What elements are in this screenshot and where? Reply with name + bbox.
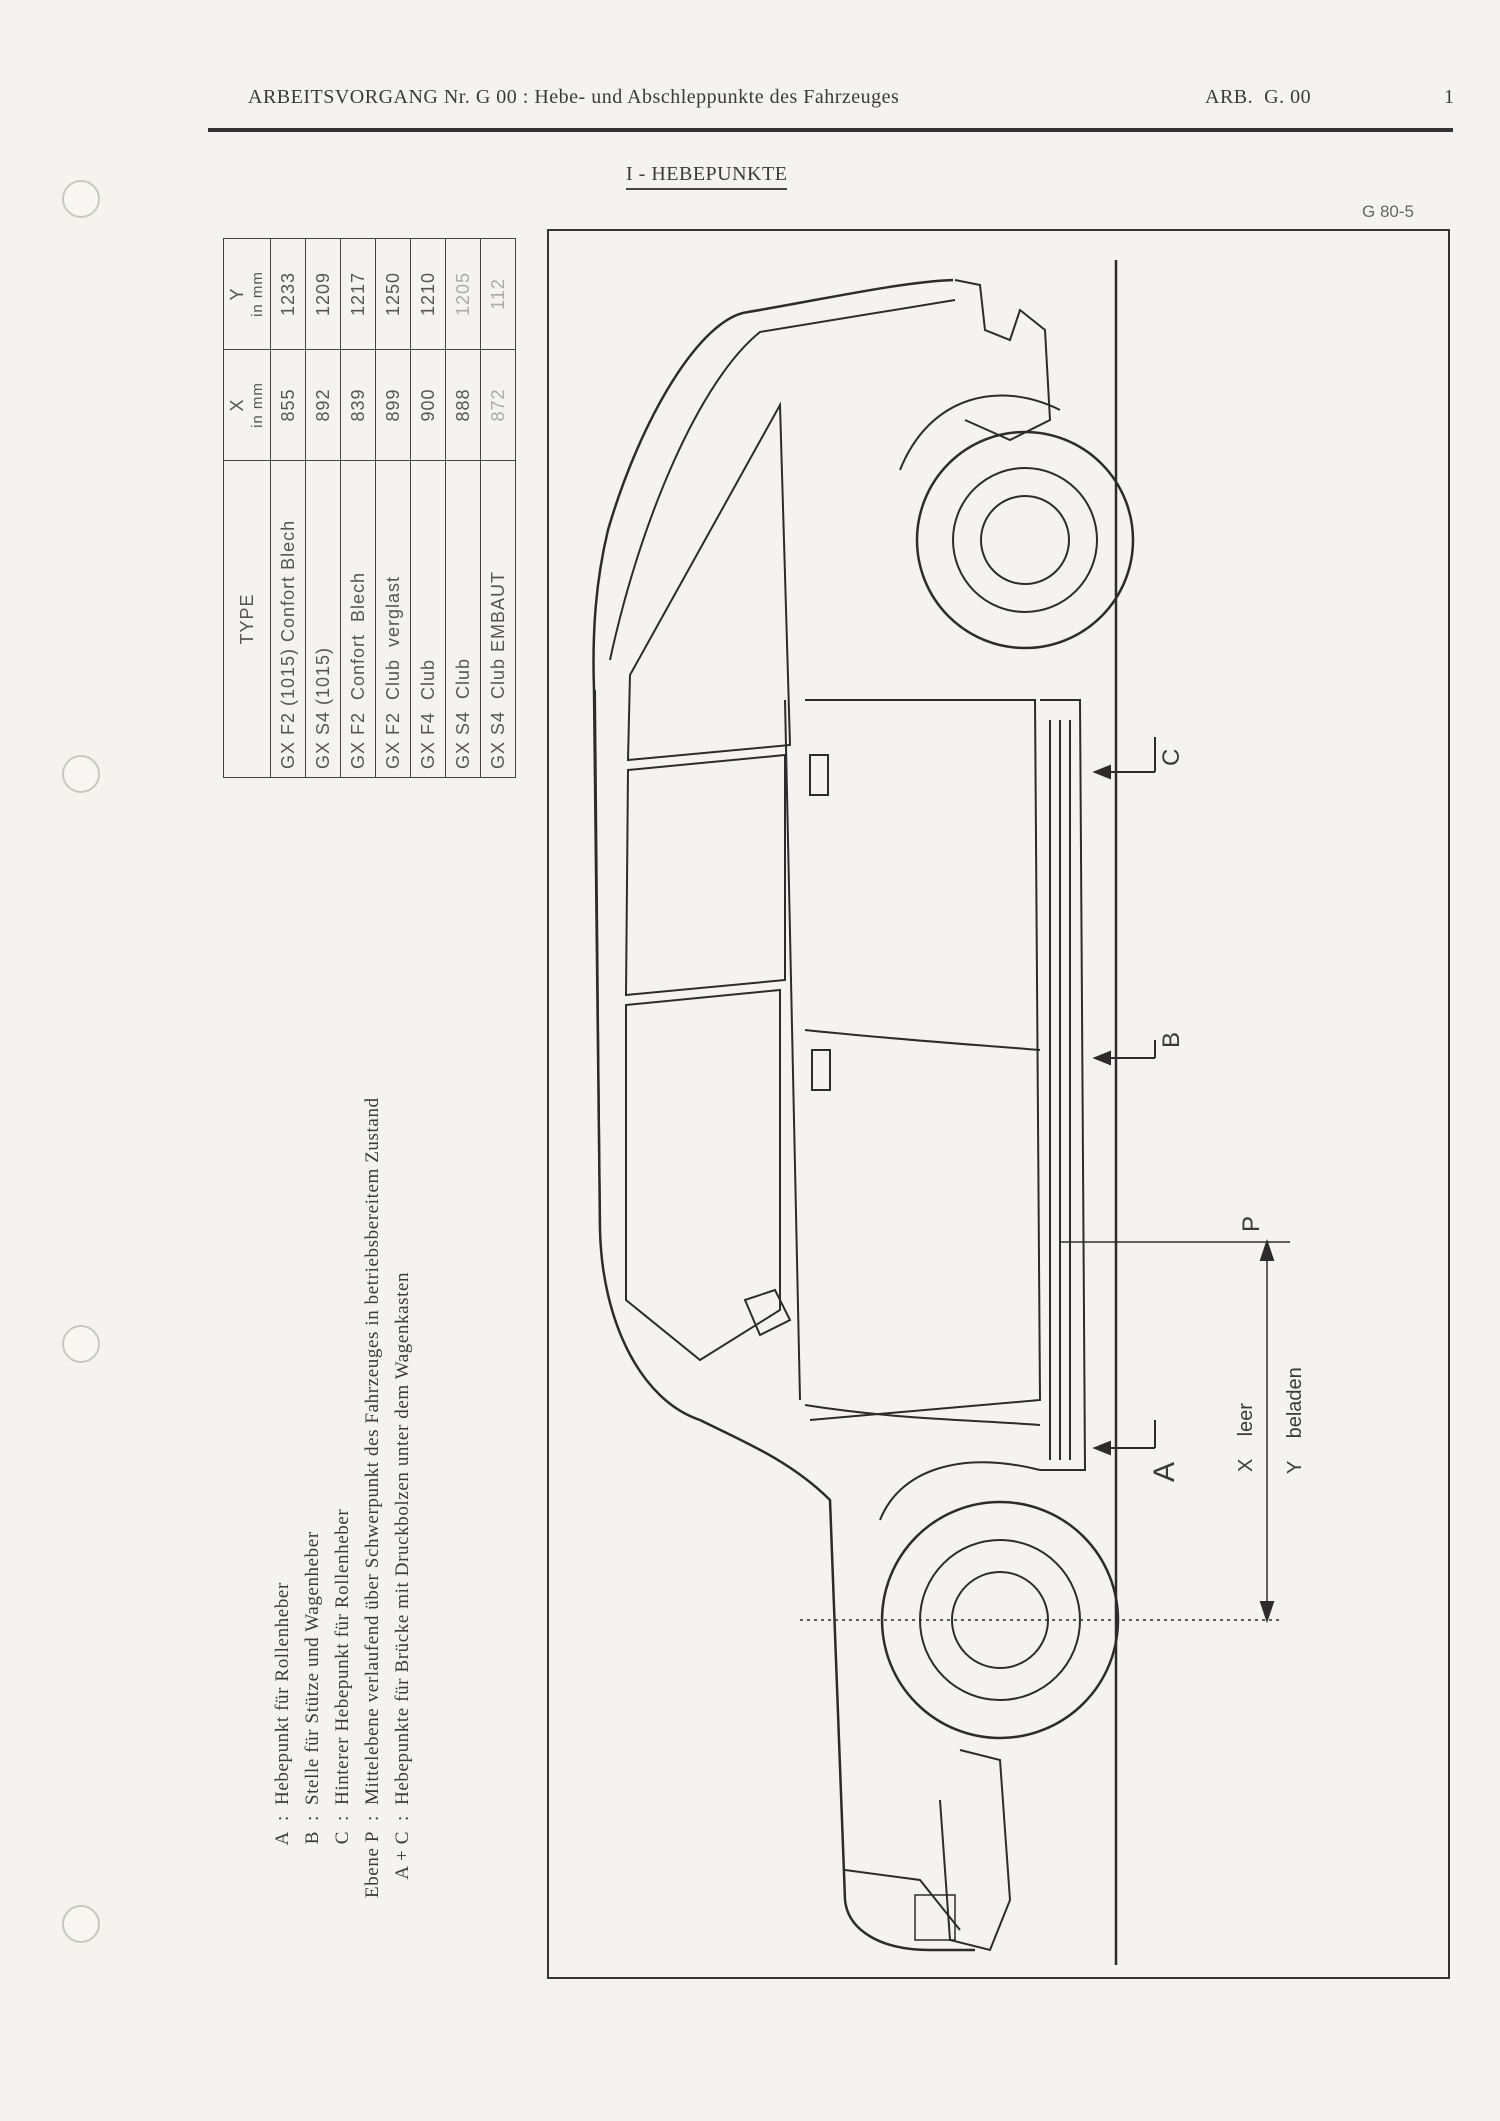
legend-item: Ebene P:Mittelebene verlaufend über Schwerpunkt des Fahrzeuges in betriebsbereitem Zustand [362,1097,383,1898]
label-a: A [1148,1461,1181,1482]
table-header-type: TYPE [224,461,271,778]
table-row [411,239,446,778]
legend-item: A + C:Hebepunkte für Brücke mit Druckbolzen unter dem Wagenkasten [392,1271,413,1880]
type-cell: GX F2 Club verglast [376,461,411,778]
label-b: B [1158,1031,1185,1048]
y-cell: 1210 [411,239,446,350]
x-cell: 872 [481,350,516,461]
x-cell: 855 [271,350,306,461]
type-cell: GX S4 (1015) [306,461,341,778]
figure-ref: G 80-5 [1362,202,1414,221]
label-c: C [1158,748,1185,766]
table-header-x: X in mm [224,350,271,461]
y-cell: 112 [481,239,516,350]
table-row [376,239,411,778]
legend-item: C:Hinterer Hebepunkt für Rollenheber [332,1508,353,1845]
type-cell: GX F4 Club [411,461,446,778]
y-cell: 1233 [271,239,306,350]
table-row [341,239,376,778]
x-cell: 900 [411,350,446,461]
x-cell: 839 [341,350,376,461]
x-cell: 892 [306,350,341,461]
label-y: Y beladen [1284,1367,1306,1474]
type-cell: GX F2 Confort Blech [341,461,376,778]
y-cell: 1205 [446,239,481,350]
x-cell: 888 [446,350,481,461]
y-cell: 1209 [306,239,341,350]
y-cell: 1250 [376,239,411,350]
type-table [223,238,516,778]
page-number: 1 [1444,86,1455,108]
type-cell: GX S4 Club [446,461,481,778]
table-row [446,239,481,778]
y-cell: 1217 [341,239,376,350]
table-row [271,239,306,778]
label-x: X leer [1235,1403,1257,1472]
section-title: I - HEBEPUNKTE [626,163,787,186]
legend [268,1097,418,1935]
type-cell: GX F2 (1015) Confort Blech [271,461,306,778]
table-row [306,239,341,778]
label-p: P [1238,1215,1265,1232]
x-cell: 899 [376,350,411,461]
legend-item: A:Hebepunkt für Rollenheber [272,1582,293,1846]
table-header-y: Y in mm [224,239,271,350]
type-cell: GX S4 Club EMBAUT [481,461,516,778]
table-row [481,239,516,778]
document-ref: ARB. G. 00 [1205,86,1312,108]
legend-item: B:Stelle für Stütze und Wagenheber [302,1531,323,1845]
document-title: ARBEITSVORGANG Nr. G 00 : Hebe- und Abschleppunkte des Fahrzeuges [248,86,900,108]
